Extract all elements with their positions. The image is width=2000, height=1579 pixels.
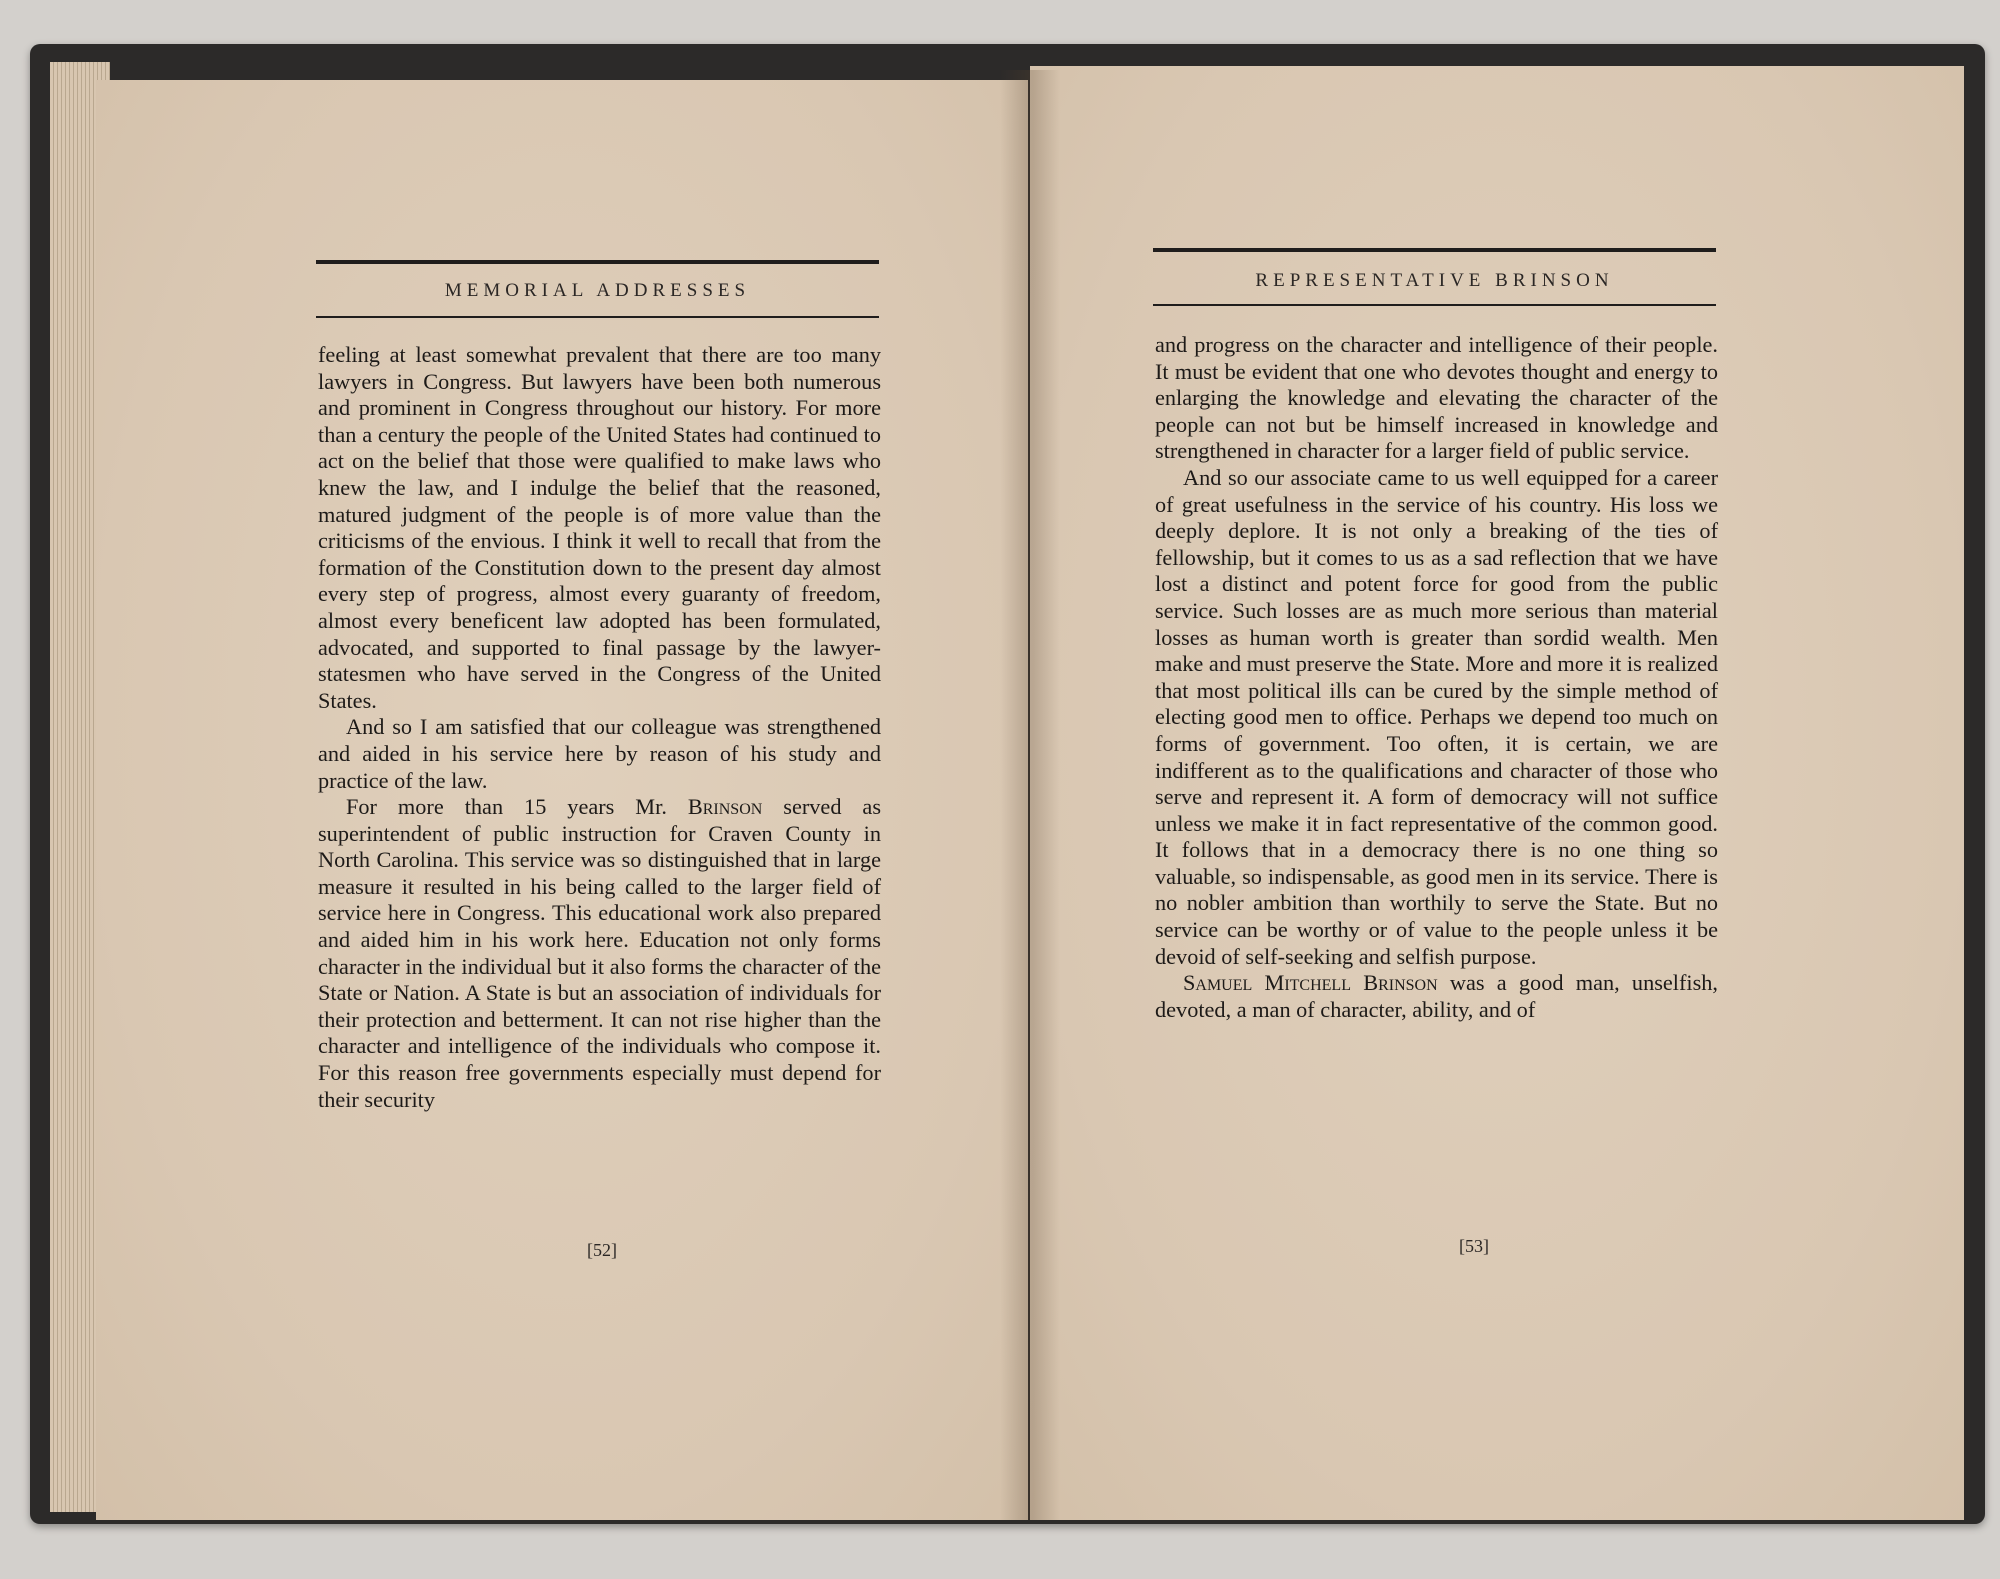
header-rule-bottom bbox=[316, 316, 879, 318]
paragraph: feeling at least somewhat prevalent that there are too many lawyers in Congress. But lawyers have been both numerous and prominent in Congress throughout our history. For more than a century the people of the United States had continued to act on the belief that those were qualified to make laws who knew the law, and I indulge the belief that the reasoned, matured judgment of the people is of more value than the criticisms of the envious. I think it well to recall that from the formation of the Constitution down to the present day almost every step of progress, almost every guaranty of freedom, almost every beneficent law adopted has been formulated, advocated, and supported to final passage by the lawyer-statesmen who have served in the Congress of the United States. bbox=[318, 342, 881, 713]
paragraph: and progress on the character and intelligence of their people. It must be evident that one who devotes thought and energy to enlarging the knowledge and elevating the character of the people can not but be himself increased in knowledge and strengthened in character for a larger field of public service. bbox=[1155, 332, 1718, 464]
book-gutter bbox=[1000, 70, 1060, 1520]
paragraph bbox=[1155, 970, 1718, 1023]
header-rule-top bbox=[316, 260, 879, 264]
body-text bbox=[1155, 332, 1718, 1023]
running-head: MEMORIAL ADDRESSES bbox=[444, 280, 751, 301]
header-rule-bottom bbox=[1153, 304, 1716, 306]
text-run: served as superintendent of public instruction for Craven County in North Carolina. This service was so distinguished that in large measure it resulted in his being called to the larger field of service here in Congress. This educational work also prepared and aided him in his work here. Education not only forms character in the individual but it also forms the character of the State or Nation. A State is but an association of individuals for their protection and betterment. It can not rise higher than the character and intelligence of the individuals who compose it. For this reason free governments especially must depend for their security bbox=[318, 794, 881, 1112]
name-small-caps: Brinson bbox=[687, 794, 763, 820]
paragraph bbox=[318, 794, 881, 1113]
text-run: was a good man, unselfish, devoted, a man of character, ability, and of bbox=[1155, 970, 1718, 1022]
header-rule-top bbox=[1153, 248, 1716, 252]
left-page bbox=[96, 80, 1028, 1520]
body-text bbox=[318, 342, 881, 1113]
right-page bbox=[1030, 66, 1964, 1520]
name-small-caps: Samuel Mitchell Brinson bbox=[1183, 970, 1438, 996]
running-head: REPRESENTATIVE BRINSON bbox=[1255, 270, 1614, 291]
paragraph: And so our associate came to us well equipped for a career of great usefulness in the service of his country. His loss we deeply deplore. It is not only a breaking of the ties of fellowship, but it comes to us as a sad reflection that we have lost a distinct and potent force for good from the public service. Such losses are as much more serious than material losses as human worth is greater than sordid wealth. Men make and must preserve the State. More and more it is realized that most political ills can be cured by the simple method of electing good men to office. Perhaps we depend too much on forms of government. Too often, it is certain, we are indifferent as to the qualifications and character of those who serve and represent it. A form of democracy will not suffice unless we make it in fact representative of the common good. It follows that in a democracy there is no one thing so valuable, so indispensable, as good men in its service. There is no nobler ambition than worthily to serve the State. But no service can be worthy or of value to the people unless it be devoid of self-seeking and selfish purpose. bbox=[1155, 464, 1718, 969]
paragraph: And so I am satisfied that our colleague was strengthened and aided in his service here by reason of his study and practice of the law. bbox=[318, 714, 881, 793]
page-number: [53] bbox=[1459, 1236, 1489, 1256]
page-number: [52] bbox=[587, 1240, 617, 1260]
text-run: For more than 15 years Mr. bbox=[346, 794, 688, 820]
